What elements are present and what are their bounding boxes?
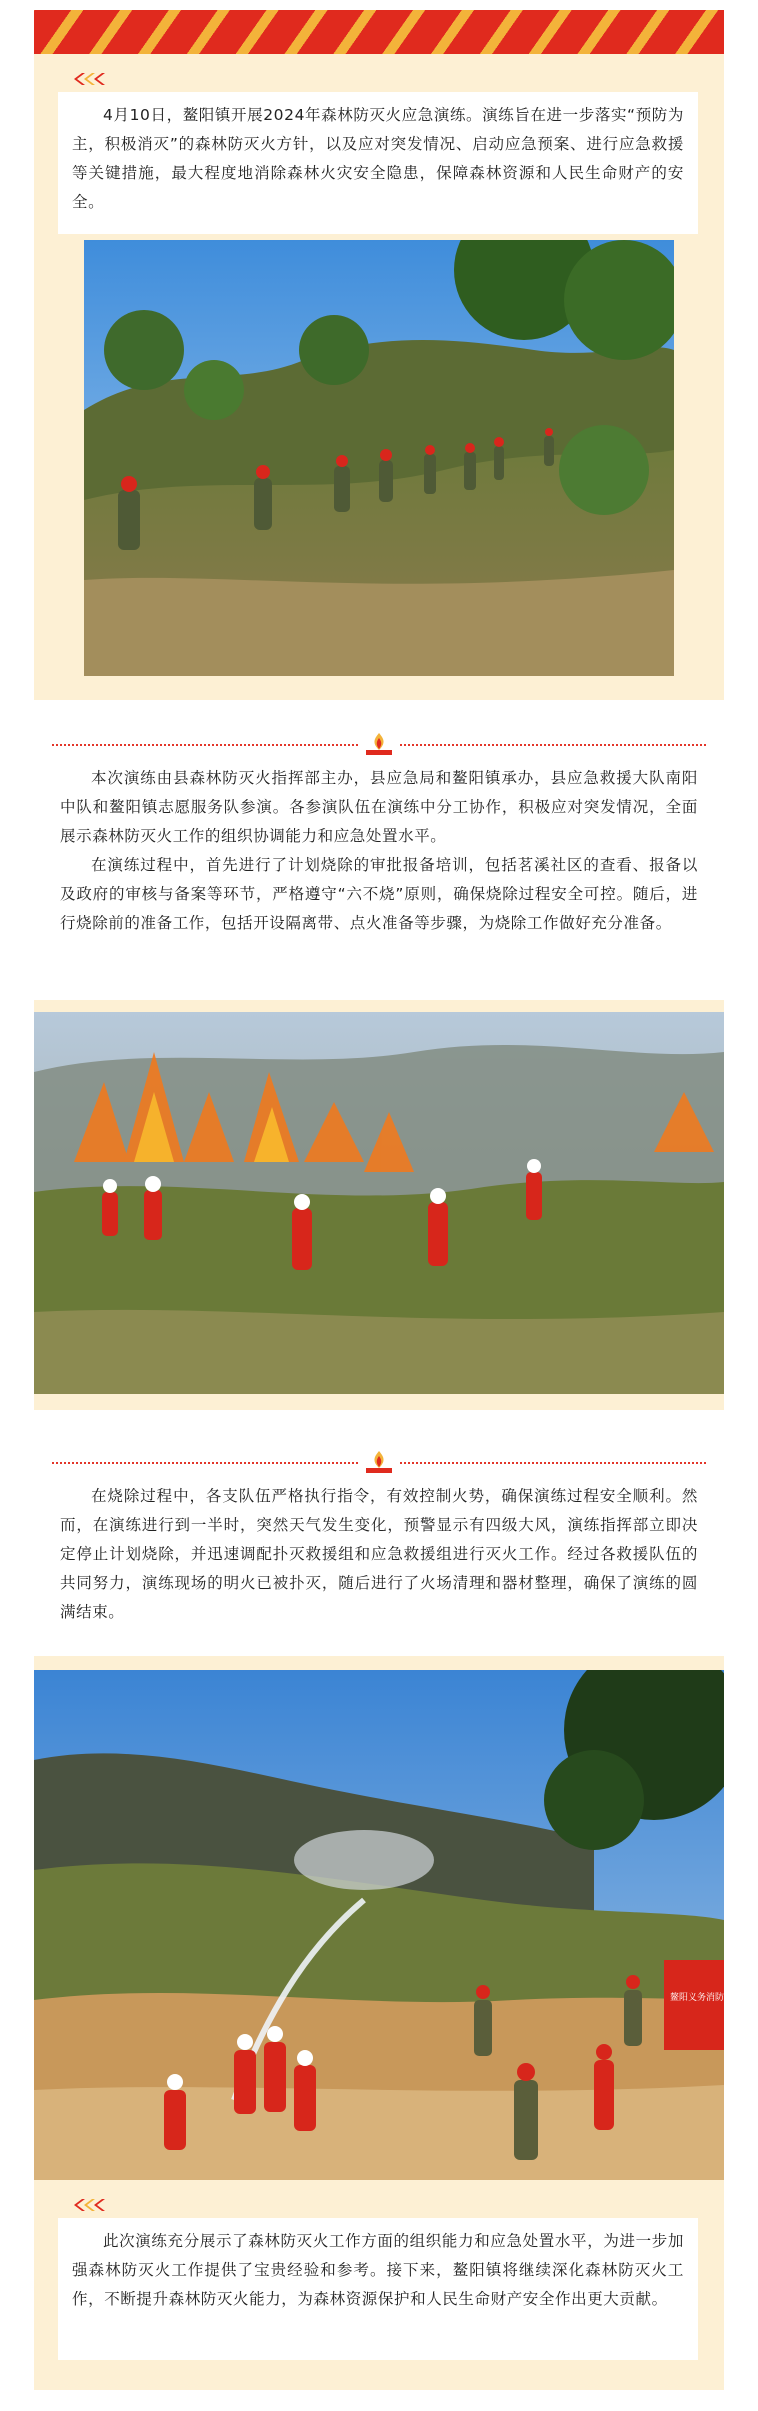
conclusion-text-box [58, 2218, 698, 2360]
chevron-arrows-icon [72, 2198, 106, 2212]
section1-paragraph-1: 本次演练由县森林防灭火指挥部主办，县应急局和鳌阳镇承办，县应急救援大队南阳中队和鳌阳镇志愿服务队参演。各参演队伍在演练中分工协作，积极应对突发情况，全面展示森林防灭火工作的组织协调能力和应急处置水平。 [60, 769, 698, 845]
conclusion-paragraph: 此次演练充分展示了森林防灭火工作方面的组织能力和应急处置水平，为进一步加强森林防灭火工作提供了宝贵经验和参考。接下来，鳌阳镇将继续深化森林防灭火工作，不断提升森林防灭火能力，为森林资源保护和人民生命财产安全作出更大贡献。 [72, 2232, 684, 2308]
chevron-arrows-icon [72, 72, 106, 86]
header-stripe-banner [34, 10, 724, 54]
flame-emblem-icon [360, 730, 398, 758]
section2-text-box [46, 1476, 712, 1646]
truck-label: 鳌阳义务消防 [670, 1993, 724, 2003]
section1-text-box [46, 758, 712, 1000]
intro-paragraph: 4月10日，鳌阳镇开展2024年森林防灭火应急演练。演练旨在进一步落实“预防为主，积极消灭”的森林防灭火方针，以及应对突发情况、启动应急预案、进行应急救援等关键措施，最大程度地消除森林火灾安全隐患，保障森林资源和人民生命财产的安全。 [72, 106, 684, 211]
section1-paragraph-2: 在演练过程中，首先进行了计划烧除的审批报备培训，包括茗溪社区的查看、报备以及政府的审核与备案等环节，严格遵守“六不烧”原则，确保烧除过程安全可控。随后，进行烧除前的准备工作，包括开设隔离带、点火准备等步骤，为烧除工作做好充分准备。 [60, 856, 698, 932]
intro-text-box [58, 92, 698, 234]
photo-controlled-burn [34, 1012, 724, 1394]
photo-patrol-hillside [84, 240, 674, 676]
section2-paragraph-1: 在烧除过程中，各支队伍严格执行指令，有效控制火势，确保演练过程安全顺利。然而，在演练进行到一半时，突然天气发生变化，预警显示有四级大风，演练指挥部立即决定停止计划烧除，并迅速调配扑灭救援组和应急救援组进行灭火工作。经过各救援队伍的共同努力，演练现场的明火已被扑灭，随后进行了火场清理和器材整理，确保了演练的圆满结束。 [60, 1487, 698, 1621]
flame-emblem-icon [360, 1448, 398, 1476]
photo-extinguishing [34, 1670, 724, 2180]
